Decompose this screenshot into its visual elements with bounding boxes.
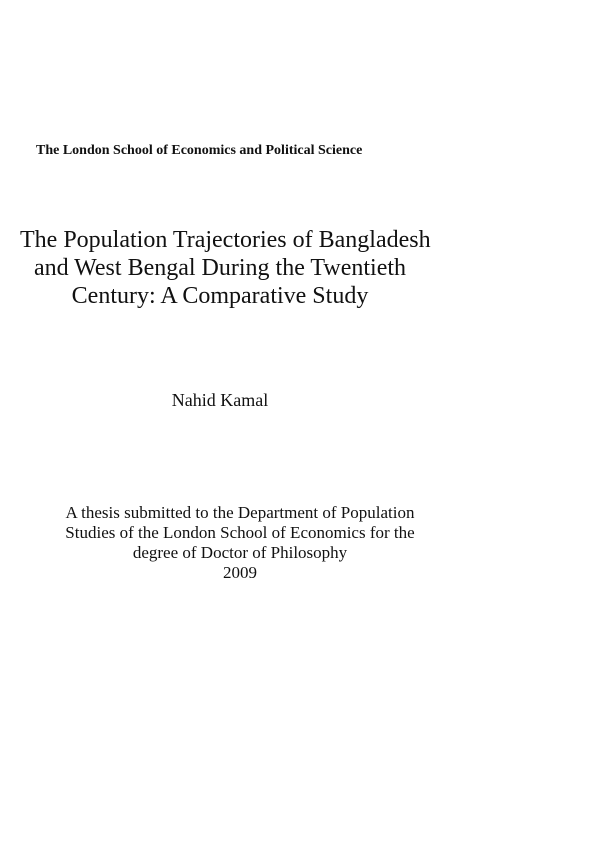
institution-name: The London School of Economics and Political Science <box>36 143 363 158</box>
thesis-title-line: The Population Trajectories of Bangladesh <box>20 227 431 253</box>
thesis-title-line: Century: A Comparative Study <box>71 283 369 309</box>
statement-line: Studies of the London School of Economics for the <box>65 523 415 542</box>
thesis-title <box>20 226 431 310</box>
author-name: Nahid Kamal <box>171 390 269 410</box>
statement-line: degree of Doctor of Philosophy <box>132 543 348 562</box>
statement-line: A thesis submitted to the Department of Population <box>65 503 415 522</box>
thesis-title-line: and West Bengal During the Twentieth <box>33 255 407 281</box>
submission-statement <box>30 503 450 583</box>
submission-year: 2009 <box>223 563 257 582</box>
